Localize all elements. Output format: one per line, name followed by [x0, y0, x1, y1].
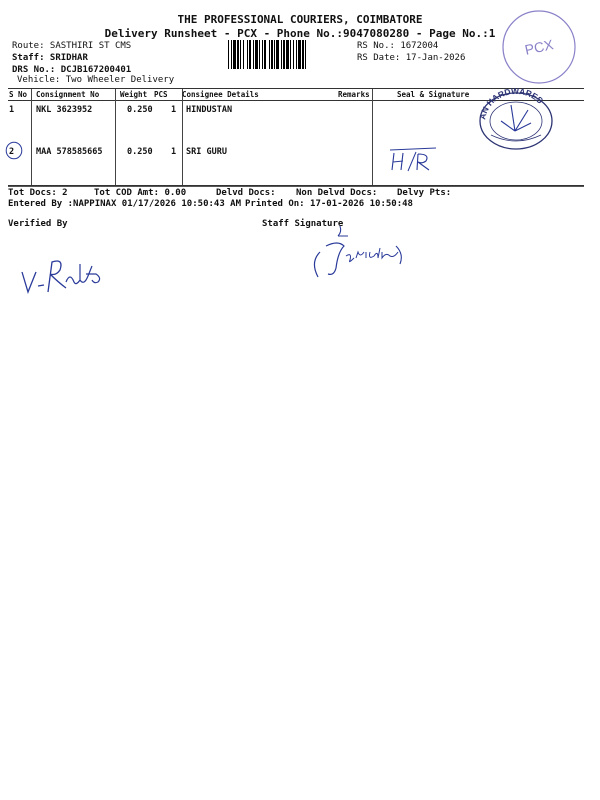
column-divider: [31, 89, 32, 185]
rs-date: RS Date: 17-Jan-2026: [357, 53, 466, 63]
row2-pcs: 1: [171, 147, 177, 157]
row2-sno: 2: [9, 147, 15, 157]
vehicle-label: Vehicle: Two Wheeler Delivery: [17, 75, 175, 85]
row2-consignment: MAA 578585665: [36, 147, 103, 157]
col-header-seal: Seal & Signature: [397, 90, 470, 99]
col-header-remarks: Remarks: [338, 90, 370, 99]
total-cod-amount: Tot COD Amt: 0.00: [94, 188, 187, 198]
company-title: THE PROFESSIONAL COURIERS, COIMBATORE: [177, 13, 423, 26]
col-header-consignment: Consignment No: [36, 90, 100, 99]
runsheet-subtitle: Delivery Runsheet - PCX - Phone No.:9047080280 - Page No.:1: [104, 27, 496, 40]
col-header-pcs: PCS: [154, 90, 168, 99]
svg-text:AN HARDWARES: AN HARDWARES: [477, 85, 546, 121]
staff-signature-label: Staff Signature: [262, 219, 344, 229]
delivery-points: Delvy Pts:: [397, 188, 452, 198]
rs-number: RS No.: 1672004: [357, 41, 439, 51]
verified-by-label: Verified By: [8, 219, 68, 229]
totals-divider: [8, 186, 584, 187]
row2-weight: 0.250: [127, 147, 153, 157]
drs-number: DRS No.: DCJB167200401: [12, 65, 132, 75]
row1-consignment: NKL 3623952: [36, 105, 93, 115]
column-divider: [115, 89, 116, 185]
staff-signature-image: [308, 222, 408, 282]
col-header-weight: Weight: [120, 90, 148, 99]
row2-handwritten-mark: [386, 144, 446, 174]
row1-consignee: HINDUSTAN: [186, 105, 233, 115]
col-header-sno: S No: [9, 90, 28, 99]
non-delivered-docs: Non Delvd Docs:: [296, 188, 378, 198]
row2-circle-mark: [5, 141, 23, 160]
row2-consignee: SRI GURU: [186, 147, 227, 157]
verified-by-signature: [14, 252, 106, 302]
column-divider: [182, 89, 183, 185]
staff-label: Staff: SRIDHAR: [12, 53, 88, 63]
total-docs: Tot Docs: 2: [8, 188, 68, 198]
column-divider: [372, 89, 373, 185]
route-label: Route: SASTHIRI ST CMS: [12, 41, 132, 51]
printed-on: Printed On: 17-01-2026 10:50:48: [245, 199, 413, 209]
row1-sno: 1: [9, 105, 15, 115]
delivered-docs: Delvd Docs:: [216, 188, 276, 198]
pcx-stamp: [497, 8, 581, 86]
row1-weight: 0.250: [127, 105, 153, 115]
entered-by: Entered By :NAPPINAX 01/17/2026 10:50:43 AM: [8, 199, 241, 209]
barcode-image: [228, 40, 353, 69]
svg-text:PCX: PCX: [523, 36, 555, 58]
hardwares-seal-stamp: [471, 83, 561, 151]
row1-pcs: 1: [171, 105, 177, 115]
col-header-consignee: Consignee Details: [182, 90, 259, 99]
